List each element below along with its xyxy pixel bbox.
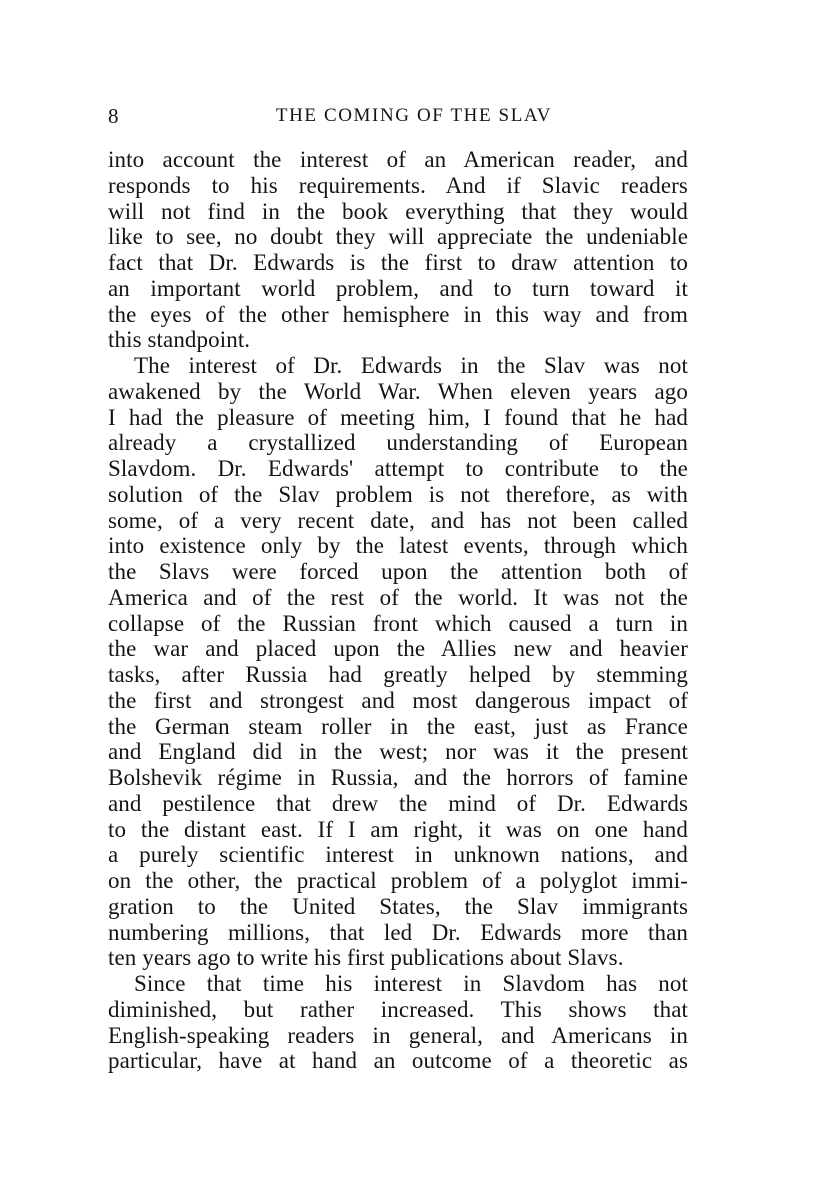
text-line: the eyes of the other hemisphere in this way and from bbox=[108, 301, 688, 327]
text-line: a purely scientific interest in unknown nations, and bbox=[108, 842, 688, 868]
text-line: I had the pleasure of meeting him, I found that he had bbox=[108, 404, 688, 430]
running-title: THE COMING OF THE SLAV bbox=[275, 105, 553, 126]
text-line: like to see, no doubt they will appreciate the undeniable bbox=[108, 224, 688, 250]
text-line: will not find in the book everything that they would bbox=[108, 198, 688, 224]
text-line: numbering millions, that led Dr. Edwards more than bbox=[108, 919, 688, 945]
text-line: particular, have at hand an outcome of a theoretic as bbox=[108, 1048, 688, 1074]
text-line: diminished, but rather increased. This shows that bbox=[108, 996, 688, 1022]
text-line: and England did in the west; nor was it the present bbox=[108, 739, 688, 765]
text-line: the first and strongest and most dangerous impact of bbox=[108, 687, 688, 713]
text-line: into existence only by the latest events, through which bbox=[108, 533, 688, 559]
text-line: awakened by the World War. When eleven years ago bbox=[108, 378, 688, 404]
text-line: the German steam roller in the east, just as France bbox=[108, 713, 688, 739]
text-line: on the other, the practical problem of a polyglot immi- bbox=[108, 868, 688, 893]
text-line: English-speaking readers in general, and Americans in bbox=[108, 1022, 688, 1048]
text-line: an important world problem, and to turn toward it bbox=[108, 275, 688, 301]
running-head bbox=[108, 104, 688, 134]
text-line: the Slavs were forced upon the attention both of bbox=[108, 559, 688, 584]
text-line: solution of the Slav problem is not therefore, as with bbox=[108, 481, 688, 507]
text-line: this standpoint. bbox=[108, 327, 251, 353]
text-line: Bolshevik régime in Russia, and the horrors of famine bbox=[108, 765, 688, 790]
text-line: to the distant east. If I am right, it was on one hand bbox=[108, 816, 688, 842]
text-line: and pestilence that drew the mind of Dr. Edwards bbox=[108, 790, 688, 816]
text-line: ten years ago to write his first publications about Slavs. bbox=[108, 945, 624, 971]
body-text bbox=[108, 147, 688, 1074]
text-line: America and of the rest of the world. It was not the bbox=[108, 584, 688, 610]
text-line: Slavdom. Dr. Edwards' attempt to contribute to the bbox=[108, 456, 688, 481]
text-line: gration to the United States, the Slav immigrants bbox=[108, 893, 688, 919]
text-line: some, of a very recent date, and has not been called bbox=[108, 507, 688, 533]
text-line: Since that time his interest in Slavdom has not bbox=[134, 971, 688, 996]
text-line: tasks, after Russia had greatly helped by stemming bbox=[108, 662, 688, 687]
text-line: The interest of Dr. Edwards in the Slav was not bbox=[134, 353, 688, 378]
text-line: collapse of the Russian front which caused a turn in bbox=[108, 610, 688, 636]
text-line: already a crystallized understanding of European bbox=[108, 430, 688, 456]
text-line: the war and placed upon the Allies new and heavier bbox=[108, 636, 688, 662]
text-line: into account the interest of an American reader, and bbox=[108, 147, 688, 172]
page-number: 8 bbox=[108, 104, 119, 128]
text-line: fact that Dr. Edwards is the first to draw attention to bbox=[108, 250, 688, 275]
text-line: responds to his requirements. And if Slavic readers bbox=[108, 172, 688, 198]
